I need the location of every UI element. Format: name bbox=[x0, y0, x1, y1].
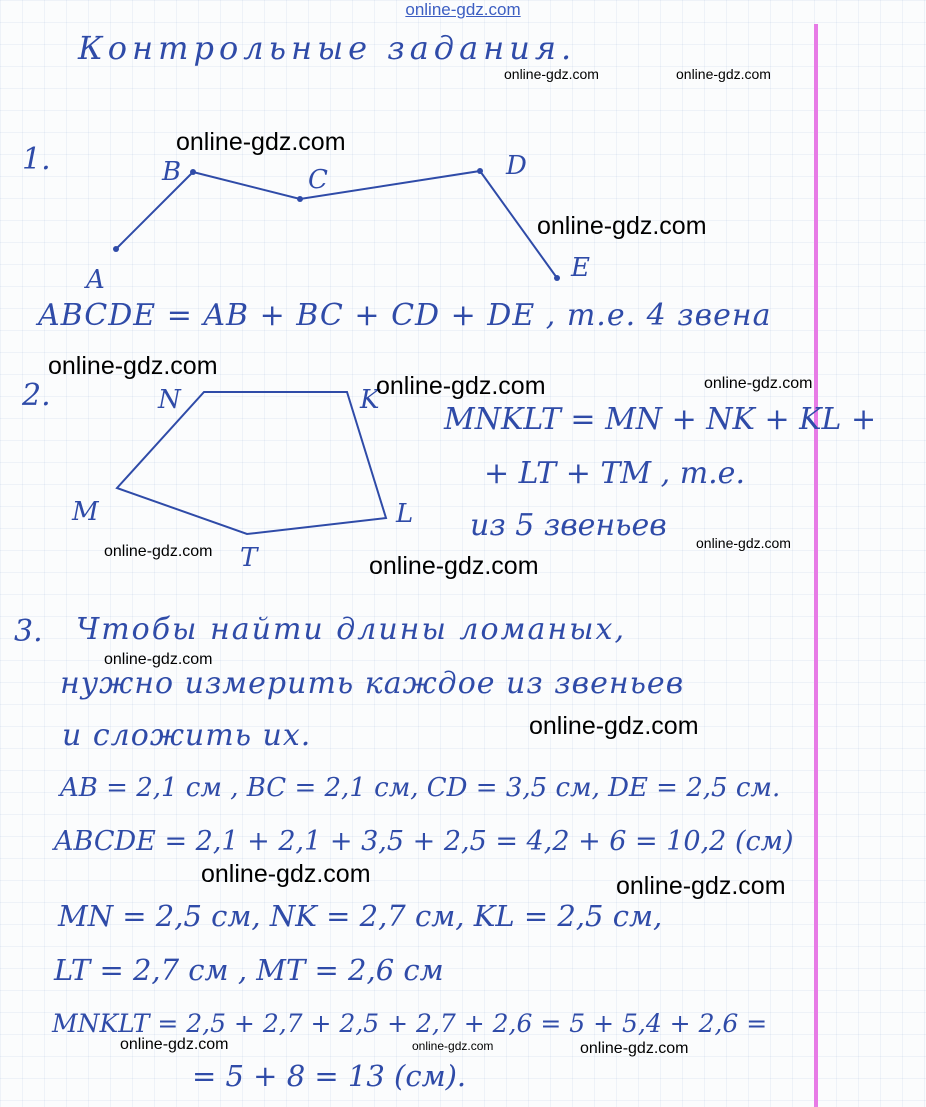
label-k: K bbox=[360, 385, 380, 415]
task1-answer: ABCDE = AB + BC + CD + DE , т.е. 4 звена bbox=[38, 298, 772, 333]
polyline-abcde bbox=[116, 171, 557, 278]
watermark[interactable]: online-gdz.com bbox=[504, 66, 599, 82]
label-b: B bbox=[162, 157, 182, 187]
watermark[interactable]: online-gdz.com bbox=[369, 552, 539, 580]
watermark[interactable]: online-gdz.com bbox=[696, 535, 791, 551]
task2-answer-line-3: из 5 звеньев bbox=[470, 508, 667, 543]
point-e bbox=[554, 275, 560, 281]
task3-line-2: нужно измерить каждое из звеньев bbox=[60, 666, 685, 701]
task2-answer-line-1: MNKLT = MN + NK + KL + bbox=[444, 402, 877, 437]
watermark-top[interactable]: online-gdz.com bbox=[405, 0, 521, 19]
label-d: D bbox=[506, 151, 527, 181]
label-m: M bbox=[72, 497, 99, 527]
task3-line-1: Чтобы найти длины ломаных, bbox=[76, 612, 626, 647]
watermark[interactable]: online-gdz.com bbox=[412, 1039, 494, 1053]
task3-line-8: MNKLT = 2,5 + 2,7 + 2,5 + 2,7 + 2,6 = 5 + 5,4 + 2,6 = bbox=[52, 1009, 768, 1038]
watermark[interactable]: online-gdz.com bbox=[120, 1036, 229, 1053]
point-d bbox=[477, 168, 483, 174]
point-b bbox=[190, 169, 196, 175]
task3-line-6: MN = 2,5 см, NK = 2,7 см, KL = 2,5 см, bbox=[58, 899, 663, 933]
label-e: E bbox=[571, 253, 590, 283]
watermark[interactable]: online-gdz.com bbox=[104, 651, 213, 668]
task3-number: 3. bbox=[14, 614, 43, 649]
label-a: A bbox=[86, 265, 105, 295]
task3-line-4: AB = 2,1 см , BC = 2,1 см, CD = 3,5 см, DE = 2,5 см. bbox=[60, 773, 781, 803]
watermark[interactable]: online-gdz.com bbox=[376, 372, 546, 400]
task3-line-7: LT = 2,7 см , MT = 2,6 см bbox=[54, 953, 444, 987]
task3-line-9: = 5 + 8 = 13 (см). bbox=[192, 1059, 467, 1093]
watermark[interactable]: online-gdz.com bbox=[176, 128, 346, 156]
task1-number: 1. bbox=[22, 142, 51, 177]
task3-line-5: ABCDE = 2,1 + 2,1 + 3,5 + 2,5 = 4,2 + 6 = 10,2 (см) bbox=[54, 826, 794, 857]
watermark[interactable]: online-gdz.com bbox=[616, 872, 786, 900]
watermark[interactable]: online-gdz.com bbox=[48, 352, 218, 380]
watermark[interactable]: online-gdz.com bbox=[580, 1040, 689, 1057]
point-a bbox=[113, 246, 119, 252]
label-n: N bbox=[158, 385, 181, 415]
watermark[interactable]: online-gdz.com bbox=[537, 212, 707, 240]
watermark[interactable]: online-gdz.com bbox=[704, 375, 813, 392]
watermark[interactable]: online-gdz.com bbox=[676, 66, 771, 82]
watermark[interactable]: online-gdz.com bbox=[104, 543, 213, 560]
page-title: Контрольные задания. bbox=[78, 29, 577, 67]
watermark[interactable]: online-gdz.com bbox=[529, 712, 699, 740]
point-c bbox=[297, 196, 303, 202]
label-t: T bbox=[240, 543, 258, 573]
task2-number: 2. bbox=[22, 378, 51, 413]
task2-answer-line-2: + LT + TM , т.е. bbox=[484, 456, 745, 491]
label-l: L bbox=[396, 499, 414, 529]
task3-line-3: и сложить их. bbox=[62, 718, 312, 753]
label-c: C bbox=[308, 165, 328, 195]
watermark[interactable]: online-gdz.com bbox=[201, 860, 371, 888]
